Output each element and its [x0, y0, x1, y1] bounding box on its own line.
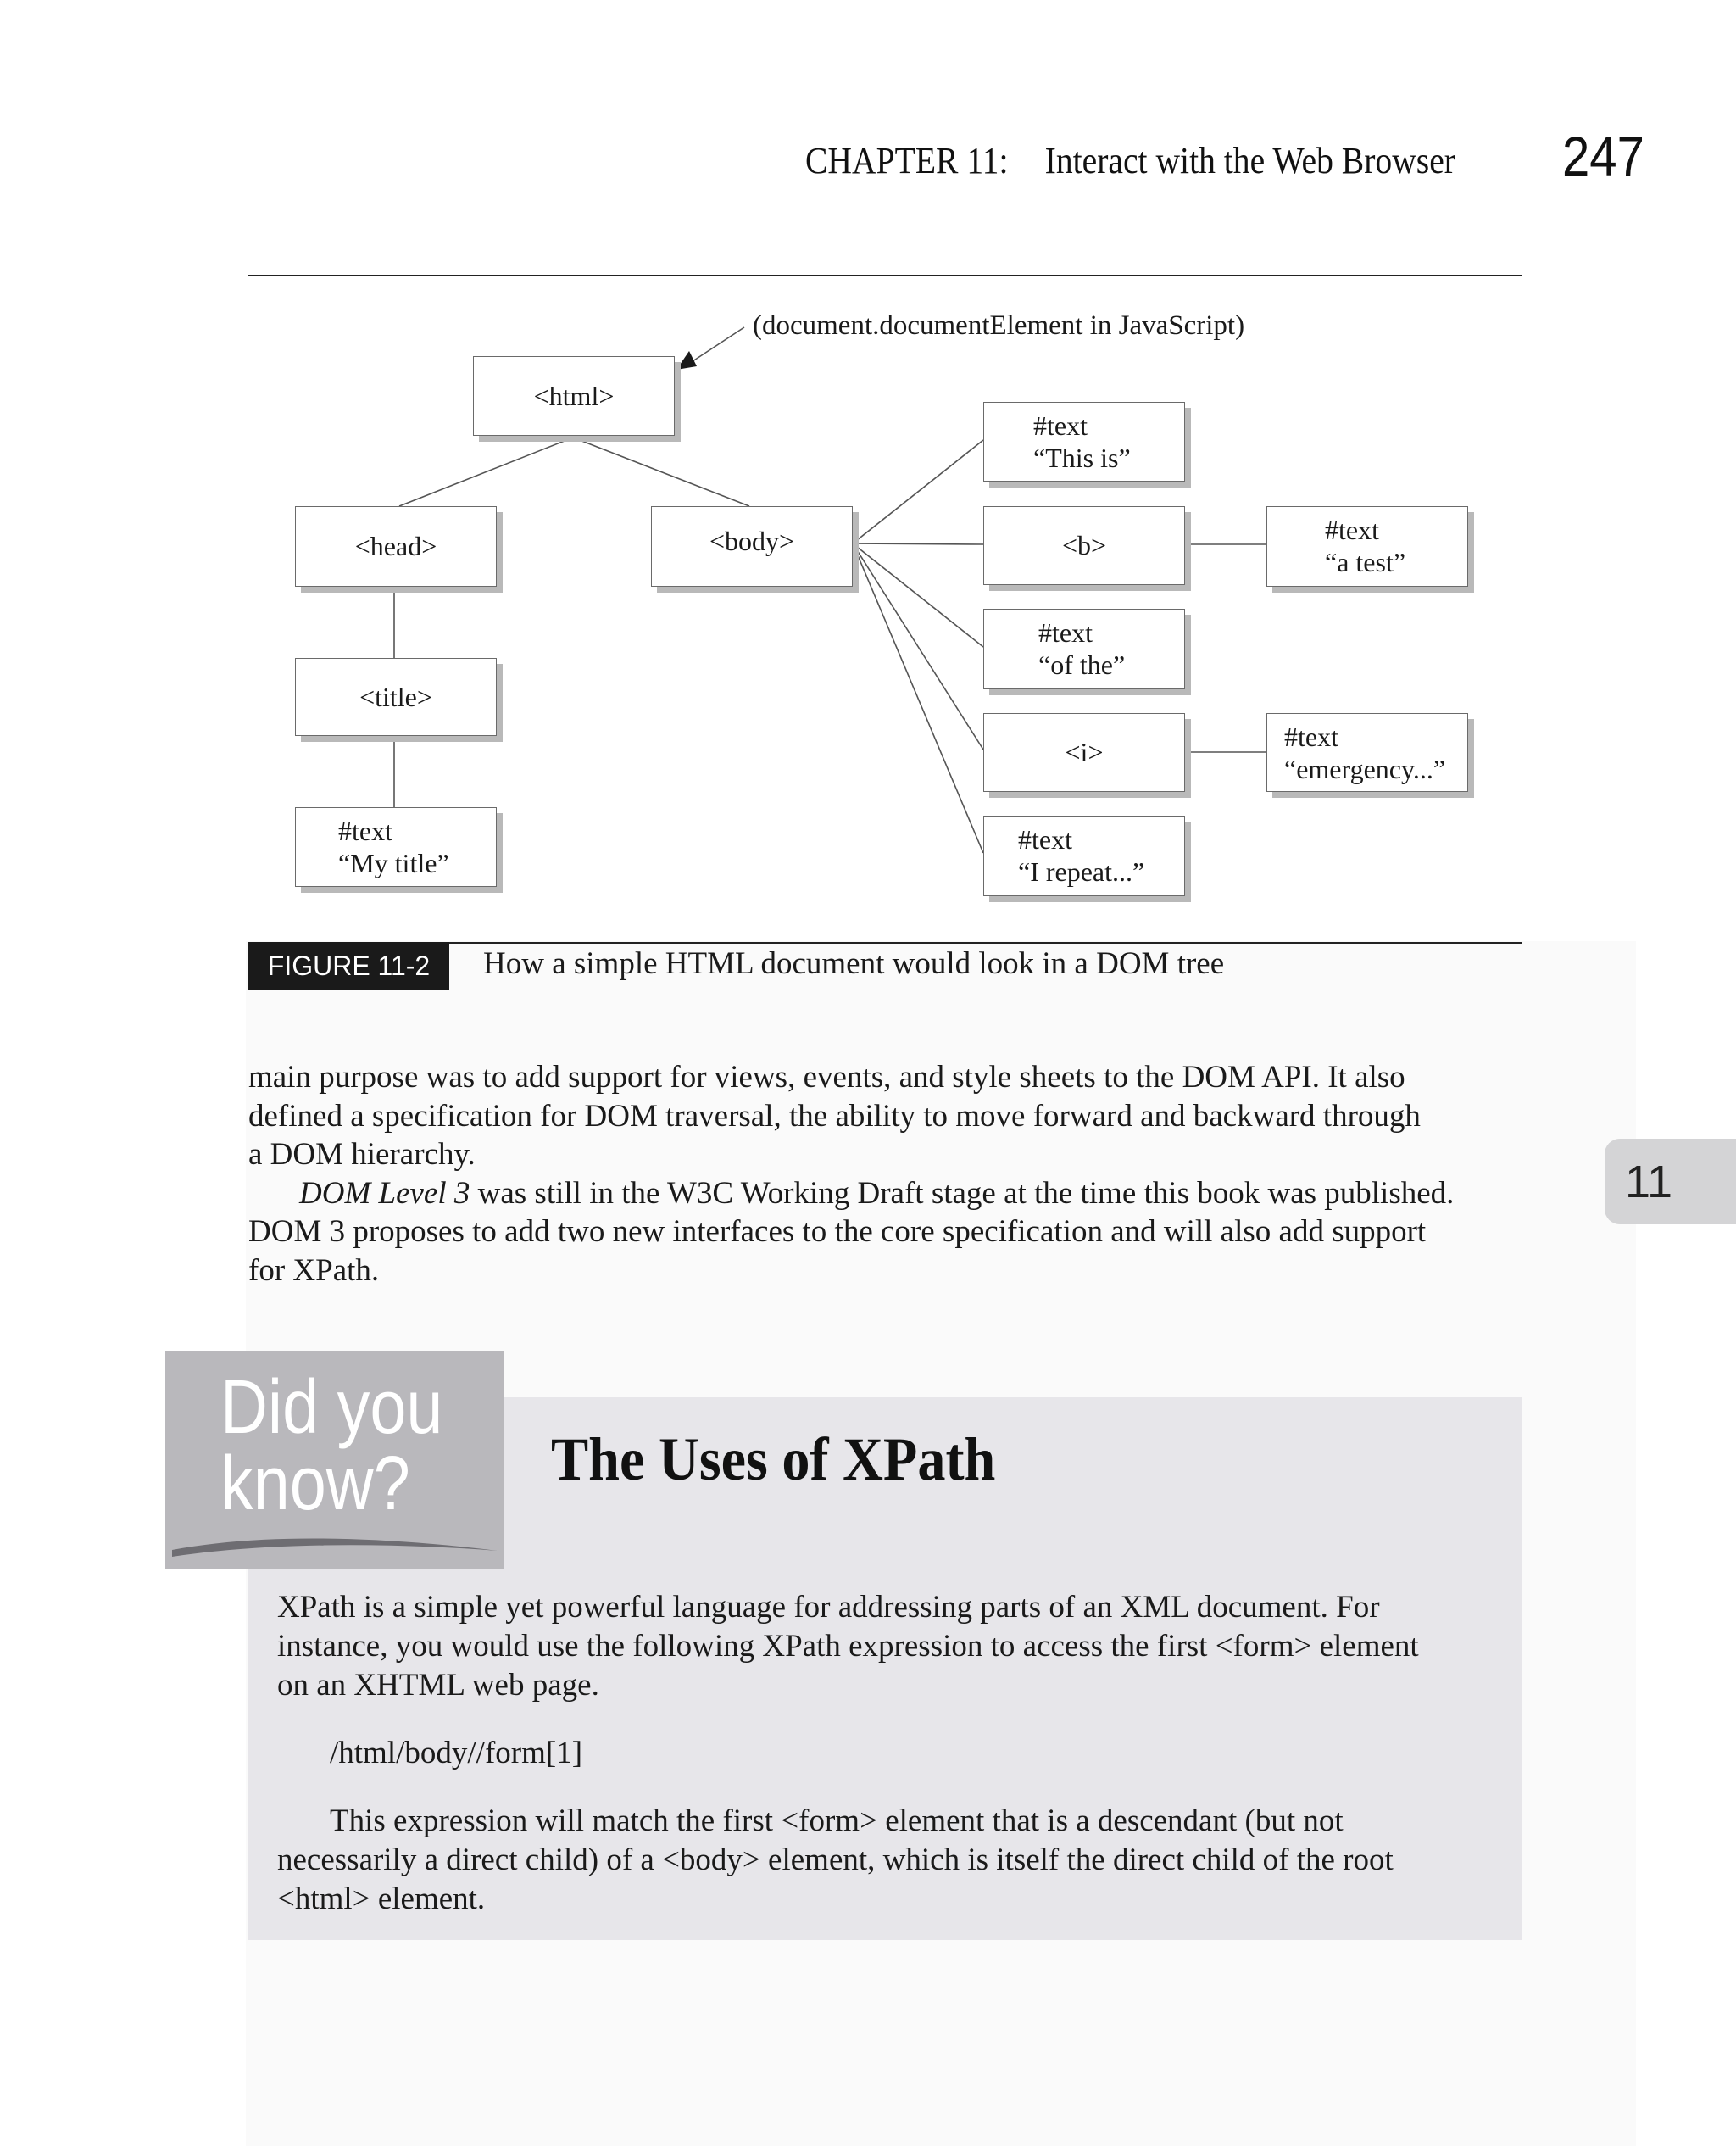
- node-html: <html>: [473, 356, 675, 436]
- body-line: defined a specification for DOM traversal, the ability to move forward and backward through: [248, 1098, 1421, 1134]
- swoosh-icon: [165, 1351, 504, 1569]
- sidebar-line: This expression will match the first <form> element that is a descendant (but not: [330, 1803, 1344, 1838]
- page-number: 247: [1562, 125, 1644, 187]
- body-line: for XPath.: [248, 1252, 380, 1288]
- node-title-text: #text “My title”: [295, 807, 497, 887]
- connector-lines: [0, 0, 1736, 950]
- node-text-a-test: #text “a test”: [1266, 506, 1468, 587]
- badge-line-1: Did you: [220, 1365, 443, 1450]
- figure-caption: How a simple HTML document would look in a DOM tree: [483, 946, 1225, 981]
- chapter-title: Interact with the Web Browser: [1044, 140, 1455, 181]
- did-you-know-badge: [165, 1351, 504, 1569]
- xpath-example-code: /html/body//form[1]: [330, 1736, 583, 1770]
- node-text-emergency: #text “emergency...”: [1266, 713, 1468, 792]
- dom-level-3-term: DOM Level 3: [299, 1175, 470, 1211]
- node-b: <b>: [983, 506, 1185, 585]
- chapter-thumb-tab: 11: [1605, 1139, 1736, 1224]
- sidebar-line: XPath is a simple yet powerful language for addressing parts of an XML document. For: [277, 1590, 1380, 1625]
- document-element-annotation: (document.documentElement in JavaScript): [753, 310, 1245, 341]
- sidebar-line: <html> element.: [277, 1881, 486, 1916]
- node-text-i-repeat: #text “I repeat...”: [983, 816, 1185, 896]
- sidebar-line: instance, you would use the following XPath expression to access the first <form> element: [277, 1629, 1419, 1664]
- body-line: a DOM hierarchy.: [248, 1137, 476, 1172]
- node-body: <body>: [651, 506, 853, 587]
- dom-tree-figure: [0, 0, 1736, 950]
- sidebar-text: [277, 1588, 1498, 1919]
- badge-line-2: know?: [220, 1441, 410, 1526]
- pointer-arrowhead: [676, 351, 697, 370]
- dom-level-3-paragraph: DOM Level 3 was still in the W3C Working Draft stage at the time this book was published.: [299, 1175, 1455, 1211]
- sidebar-line: on an XHTML web page.: [277, 1668, 599, 1703]
- node-head: <head>: [295, 506, 497, 587]
- node-title: <title>: [295, 658, 497, 736]
- chapter-label: CHAPTER 11:: [805, 140, 1009, 181]
- node-text-this-is: #text “This is”: [983, 402, 1185, 482]
- sidebar-title: The Uses of XPath: [551, 1425, 996, 1493]
- body-line: DOM 3 proposes to add two new interfaces to the core specification and will also add support: [248, 1214, 1427, 1249]
- body-line: main purpose was to add support for views, events, and style sheets to the DOM API. It also: [248, 1060, 1405, 1095]
- figure-label: FIGURE 11-2: [248, 942, 449, 990]
- node-i: <i>: [983, 713, 1185, 792]
- sidebar-line: necessarily a direct child) of a <body> element, which is itself the direct child of the root: [277, 1842, 1394, 1877]
- node-text-of-the: #text “of the”: [983, 609, 1185, 689]
- body-text: [248, 1058, 1571, 1290]
